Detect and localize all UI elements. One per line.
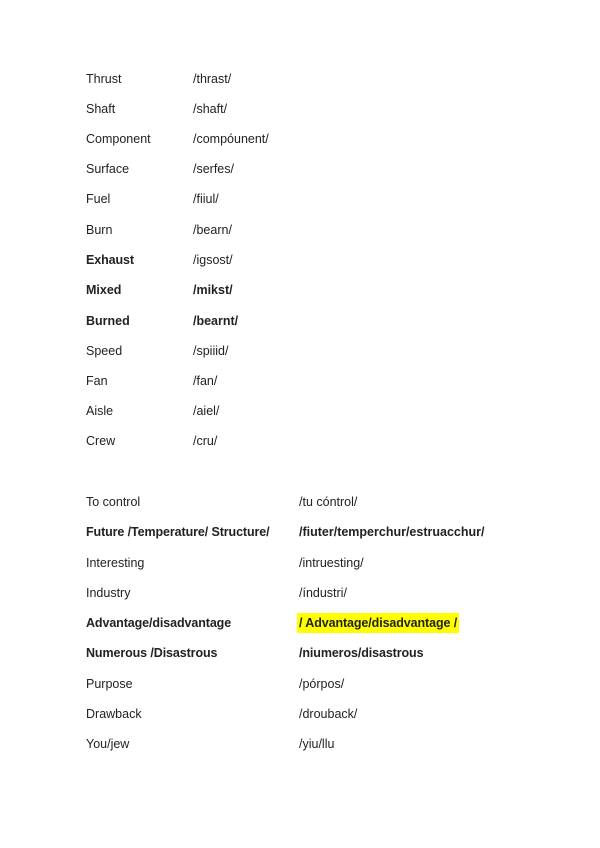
pronunciation: /bearn/ [193,223,232,237]
term: Industry [86,586,131,600]
pronunciation: /igsost/ [193,253,233,267]
pronunciation: /índustri/ [299,586,347,600]
term: Interesting [86,556,145,570]
term: Mixed [86,283,122,297]
term: Advantage/disadvantage [86,616,232,630]
pronunciation: /spiiid/ [193,344,229,358]
pronunciation: /pórpos/ [299,677,345,691]
term: Surface [86,162,130,176]
term: Component [86,132,151,146]
term: Burned [86,314,130,328]
pronunciation: /shaft/ [193,102,228,116]
pronunciation: /bearnt/ [193,314,239,328]
term: Drawback [86,707,142,721]
pronunciation: /yiu/llu [299,737,335,751]
term: Burn [86,223,113,237]
term: Aisle [86,404,114,418]
pronunciation: /intruesting/ [299,556,364,570]
pronunciation: /drouback/ [299,707,358,721]
term: Thrust [86,72,122,86]
term: Future /Temperature/ Structure/ [86,525,270,539]
term: Purpose [86,677,133,691]
pronunciation: /aiel/ [193,404,220,418]
term: Crew [86,434,116,448]
term: Fuel [86,192,111,206]
term: You/jew [86,737,130,751]
pronunciation: /tu cóntrol/ [299,495,358,509]
pronunciation: /thrast/ [193,72,232,86]
term: Fan [86,374,108,388]
pronunciation: /fan/ [193,374,218,388]
term: To control [86,495,141,509]
pronunciation: /fiuter/temperchur/estruacchur/ [299,525,485,539]
pronunciation-highlighted: / Advantage/disadvantage / [297,613,459,633]
pronunciation: /niumeros/disastrous [299,646,424,660]
term: Speed [86,344,123,358]
pronunciation: /mikst/ [193,283,233,297]
term: Numerous /Disastrous [86,646,218,660]
pronunciation: /cru/ [193,434,218,448]
term: Exhaust [86,253,134,267]
pronunciation: /serfes/ [193,162,234,176]
pronunciation: /compóunent/ [193,132,269,146]
pronunciation: /fiiul/ [193,192,219,206]
term: Shaft [86,102,116,116]
